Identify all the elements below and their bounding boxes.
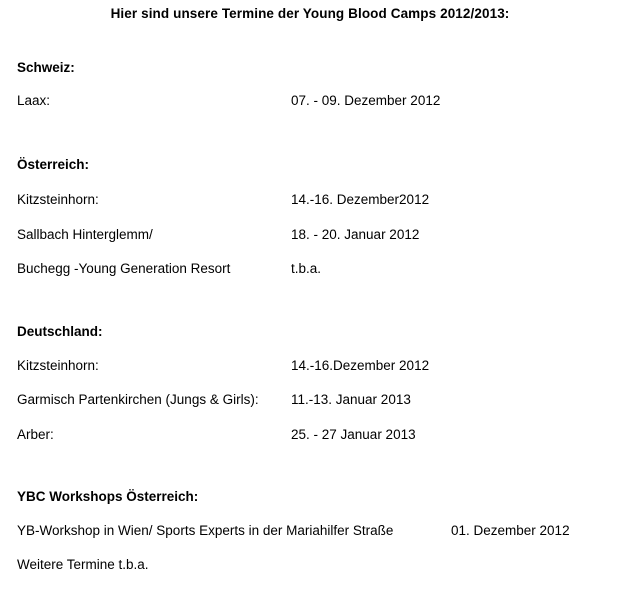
row-value: 11.-13. Januar 2013: [291, 392, 411, 407]
row-label: Garmisch Partenkirchen (Jungs & Girls):: [17, 392, 259, 407]
row-laax: [17, 93, 620, 108]
row-value: 07. - 09. Dezember 2012: [291, 93, 441, 108]
row-kitzsteinhorn-de: [17, 358, 620, 373]
row-yb-workshop-wien: [17, 523, 620, 538]
section-footer-note: Weitere Termine t.b.a.: [17, 557, 149, 572]
row-value: 14.-16. Dezember2012: [291, 192, 430, 207]
section-heading-ybc-workshops: YBC Workshops Österreich:: [17, 489, 199, 504]
row-kitzsteinhorn-at: [17, 192, 620, 207]
row-value: 18. - 20. Januar 2012: [291, 227, 420, 242]
section-heading-oesterreich: Österreich:: [17, 157, 90, 172]
section-heading-schweiz: Schweiz:: [17, 60, 75, 75]
row-buchegg: [17, 261, 620, 276]
row-garmisch-partenkirchen: [17, 392, 620, 407]
row-value: 01. Dezember 2012: [451, 523, 570, 538]
row-label: YB-Workshop in Wien/ Sports Experts in der Mariahilfer Straße: [17, 523, 394, 538]
section-heading-deutschland: Deutschland:: [17, 324, 103, 339]
row-sallbach-hinterglemm: [17, 227, 620, 242]
row-value: t.b.a.: [291, 261, 322, 276]
page-title: Hier sind unsere Termine der Young Blood Camps 2012/2013:: [110, 6, 510, 21]
row-label: Sallbach Hinterglemm/: [17, 227, 153, 242]
row-arber: [17, 427, 620, 442]
row-label: Laax:: [17, 93, 51, 108]
row-label: Arber:: [17, 427, 54, 442]
row-label: Kitzsteinhorn:: [17, 358, 99, 373]
row-value: 14.-16.Dezember 2012: [291, 358, 430, 373]
row-label: Kitzsteinhorn:: [17, 192, 99, 207]
row-label: Buchegg -Young Generation Resort: [17, 261, 231, 276]
row-value: 25. - 27 Januar 2013: [291, 427, 416, 442]
